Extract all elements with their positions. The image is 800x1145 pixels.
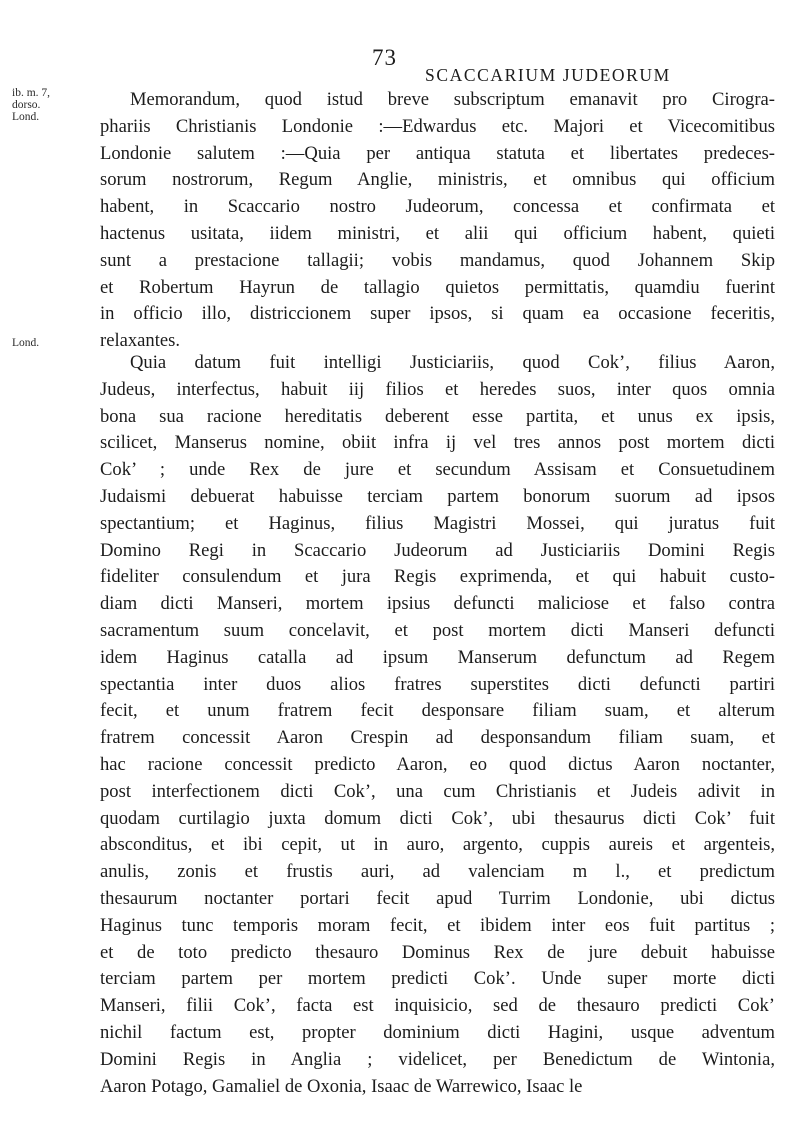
- margin-note-reference: [12, 87, 50, 123]
- text-line: idem Haginus catalla ad ipsum Manserum defunctum ad Regem: [100, 646, 775, 668]
- running-title: SCACCARIUM JUDEORUM: [425, 65, 671, 85]
- text-line: relaxantes.: [100, 330, 181, 352]
- text-line: Cok’ ; unde Rex de jure et secundum Assisam et Consuetudinem: [100, 459, 775, 481]
- paragraph-memorandum: [100, 87, 775, 355]
- text-line: diam dicti Manseri, mortem ipsius defuncti maliciose et falso contra: [100, 593, 775, 615]
- text-line: phariis Christianis Londonie :—Edwardus etc. Majori et Vicecomitibus: [100, 115, 775, 137]
- text-line: Manseri, filii Cok’, facta est inquisicio, sed de thesauro predicti Cok’: [100, 995, 775, 1017]
- text-line: fideliter consulendum et jura Regis exprimenda, et qui habuit custo-: [100, 566, 775, 588]
- text-line: Memorandum, quod istud breve subscriptum emanavit pro Cirogra-: [130, 89, 775, 110]
- text-line: post interfectionem dicti Cok’, una cum Christianis et Judeis adivit in: [100, 780, 775, 802]
- text-line: thesaurum noctanter portari fecit apud Turrim Londonie, ubi dictus: [100, 887, 775, 909]
- margin-note-line: dorso.: [12, 99, 41, 111]
- text-line: Domini Regis in Anglia ; videlicet, per Benedictum de Wintonia,: [100, 1048, 775, 1070]
- text-line: in officio illo, districcionem super ipsos, si quam ea occasione feceritis,: [100, 303, 775, 325]
- text-line: sacramentum suum concelavit, et post mortem dicti Manseri defuncti: [100, 619, 775, 641]
- margin-note-line: Lond.: [12, 111, 40, 123]
- text-line: fecit, et unum fratrem fecit desponsare filiam suam, et alterum: [100, 700, 775, 722]
- paragraph-quia-datum: [100, 350, 775, 1100]
- text-line: nichil factum est, propter dominium dicti Hagini, usque adventum: [100, 1021, 775, 1043]
- text-line: Aaron Potago, Gamaliel de Oxonia, Isaac de Warrewico, Isaac le: [100, 1075, 583, 1097]
- text-line: Londonie salutem :—Quia per antiqua statuta et libertates predeces-: [100, 142, 775, 164]
- margin-note-line: ib. m. 7,: [12, 87, 51, 99]
- text-line: absconditus, et ibi cepit, ut in auro, argento, cuppis aureis et argenteis,: [100, 834, 775, 856]
- text-line: Judaismi debuerat habuisse terciam partem bonorum suorum ad ipsos: [100, 485, 775, 507]
- text-line: anulis, zonis et frustis auri, ad valenciam m l., et predictum: [100, 861, 775, 883]
- text-line: Quia datum fuit intelligi Justiciariis, quod Cok’, filius Aaron,: [130, 352, 775, 373]
- text-line: sorum nostrorum, Regum Anglie, ministris, et omnibus qui officium: [100, 169, 775, 191]
- text-line: bona sua racione hereditatis deberent esse partita, et unus ex ipsis,: [100, 405, 775, 427]
- text-line: terciam partem per mortem predicti Cok’. Unde super morte dicti: [100, 968, 775, 990]
- page-header: [0, 45, 800, 85]
- text-line: quodam curtilagio juxta domum dicti Cok’, ubi thesaurus dicti Cok’ fuit: [100, 807, 775, 829]
- text-line: Haginus tunc temporis moram fecit, et ibidem inter eos fuit partitus ;: [100, 914, 775, 936]
- text-line: hactenus usitata, iidem ministri, et alii qui officium habent, quieti: [100, 222, 775, 244]
- text-line: et de toto predicto thesauro Dominus Rex de jure debuit habuisse: [100, 941, 775, 963]
- text-line: et Robertum Hayrun de tallagio quietos permittatis, quamdiu fuerint: [100, 276, 775, 298]
- text-line: scilicet, Manserus nomine, obiit infra ij vel tres annos post mortem dicti: [100, 432, 775, 454]
- page-number: 73: [372, 45, 397, 70]
- text-line: spectantia inter duos alios fratres superstites dicti defuncti partiri: [100, 673, 775, 695]
- margin-note-line: Lond.: [12, 337, 40, 349]
- text-line: sunt a prestacione tallagii; vobis mandamus, quod Johannem Skip: [100, 249, 775, 271]
- text-line: spectantium; et Haginus, filius Magistri Mossei, qui juratus fuit: [100, 512, 775, 534]
- margin-note-location: [12, 337, 39, 349]
- text-line: hac racione concessit predicto Aaron, eo quod dictus Aaron noctanter,: [100, 753, 775, 775]
- text-line: Domino Regi in Scaccario Judeorum ad Justiciariis Domini Regis: [100, 539, 775, 561]
- text-line: fratrem concessit Aaron Crespin ad desponsandum filiam suam, et: [100, 727, 775, 749]
- text-line: Judeus, interfectus, habuit iij filios et heredes suos, inter quos omnia: [100, 378, 775, 400]
- text-line: habent, in Scaccario nostro Judeorum, concessa et confirmata et: [100, 196, 775, 218]
